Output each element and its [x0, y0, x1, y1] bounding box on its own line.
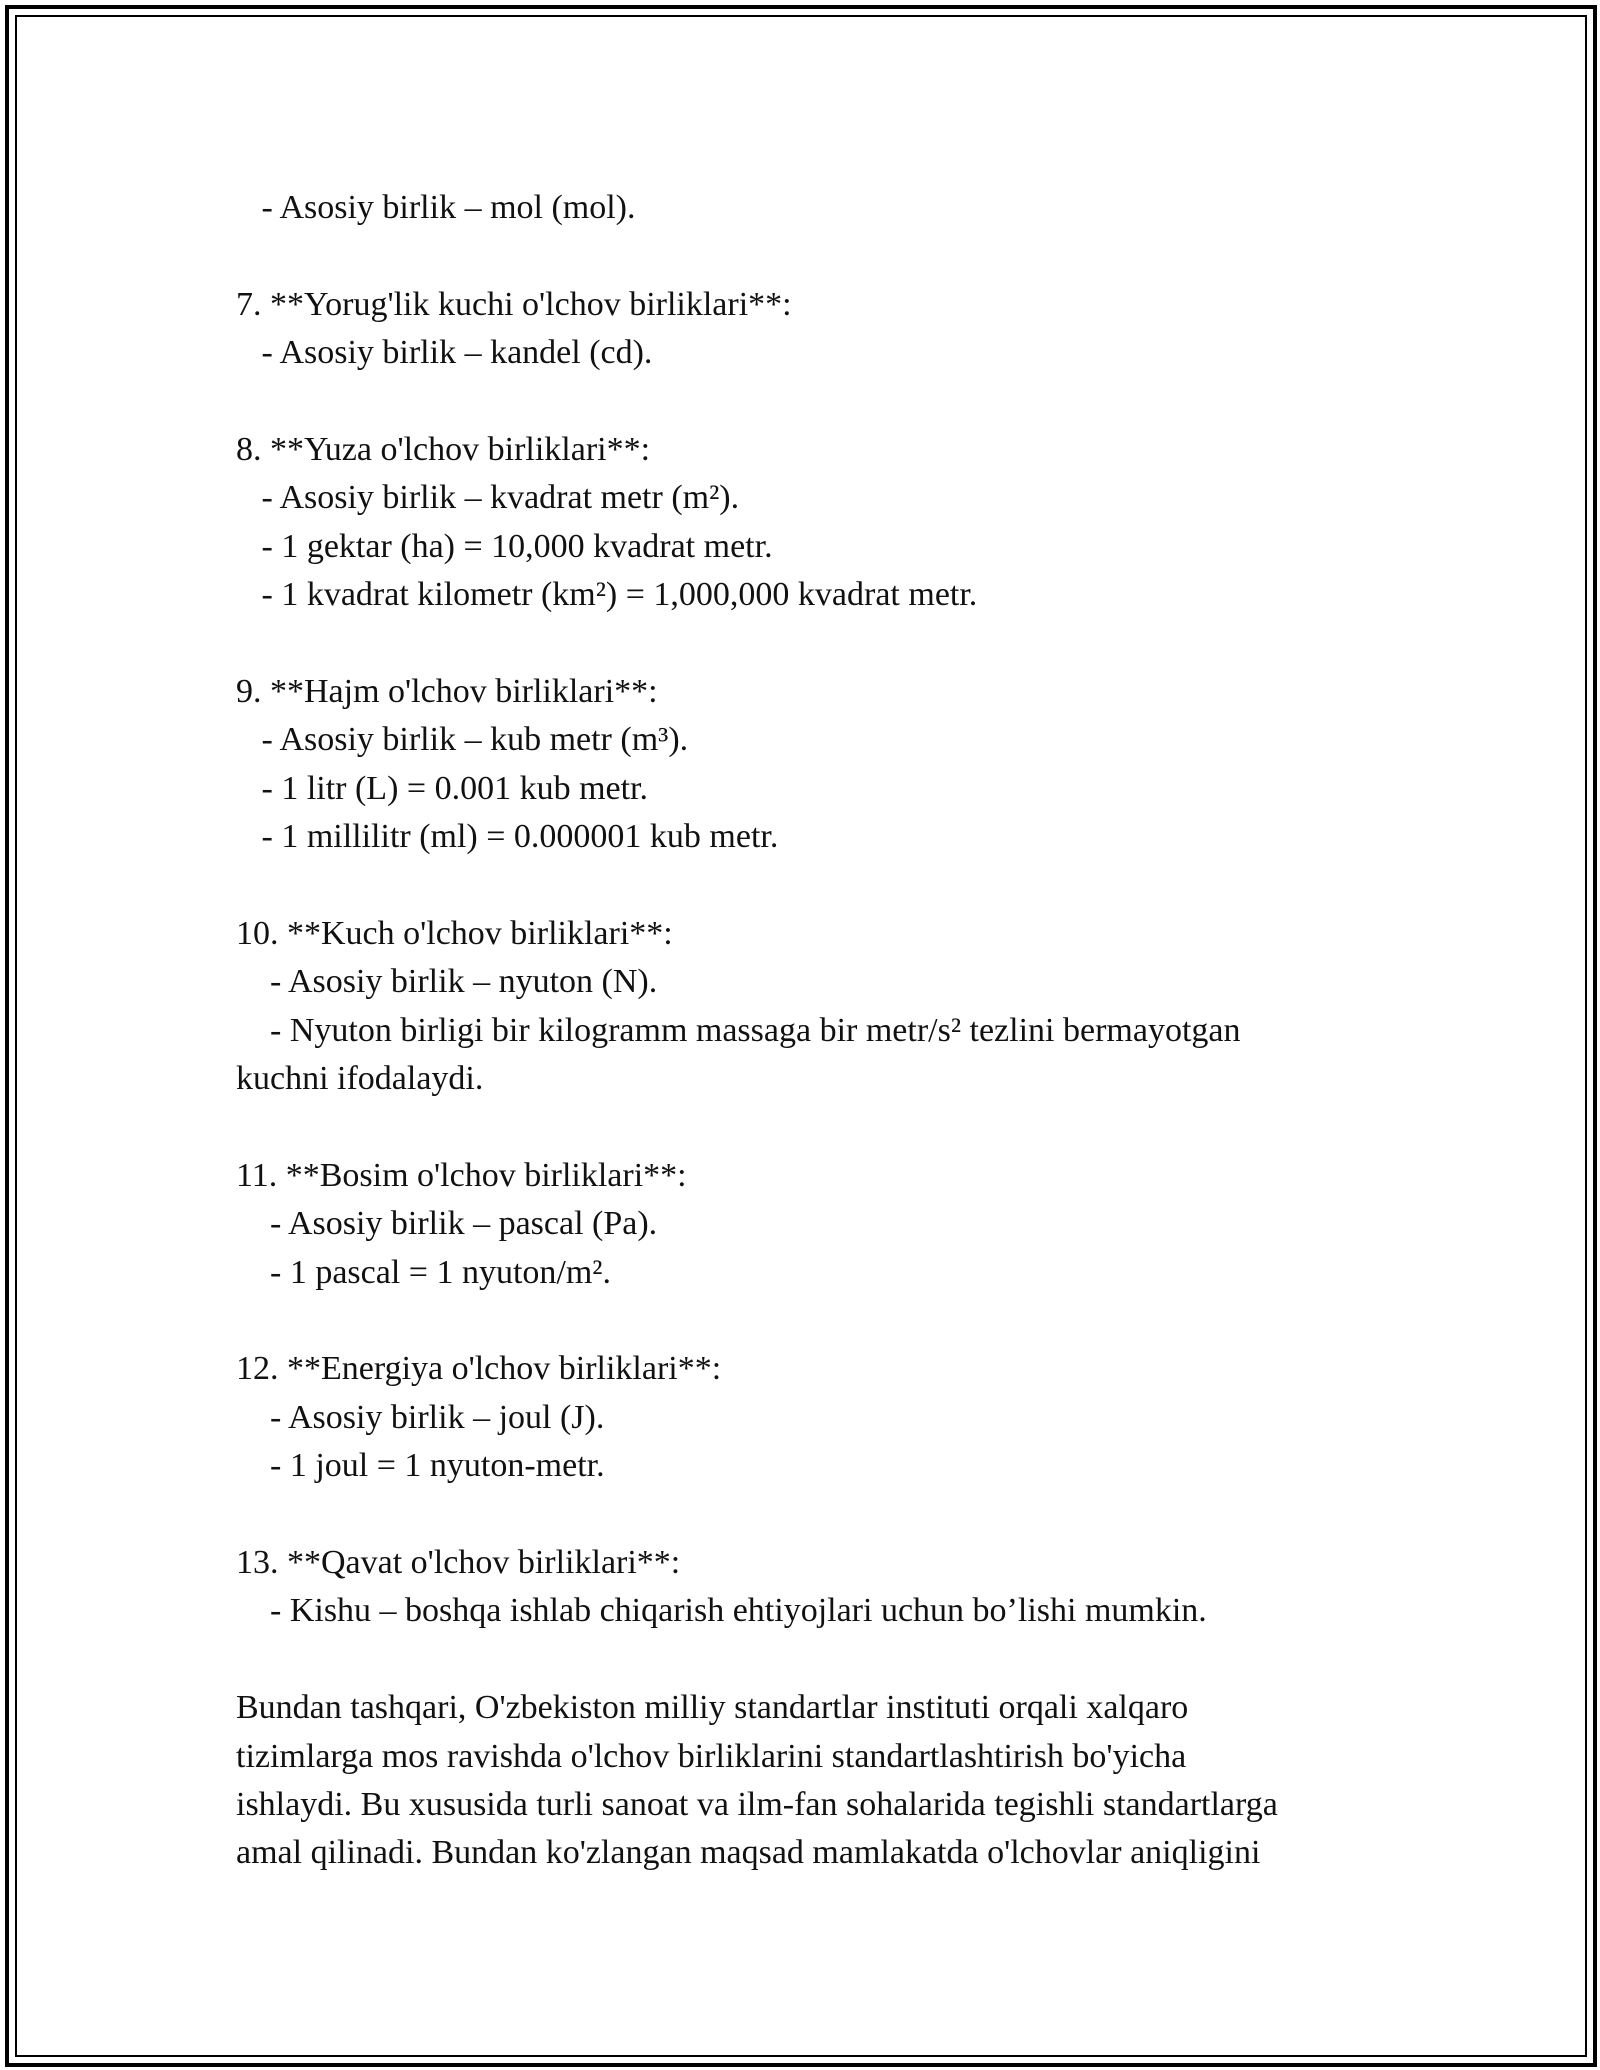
text-line: - Asosiy birlik – kandel (cd). [236, 334, 653, 372]
text-line: - Asosiy birlik – kub metr (m³). [236, 721, 689, 759]
blank-line [236, 232, 1386, 280]
text-line: - 1 millilitr (ml) = 0.000001 kub metr. [236, 818, 779, 856]
section-heading-12: 12. **Energiya o'lchov birliklari**: [236, 1350, 722, 1388]
section-heading-7: 7. **Yorug'lik kuchi o'lchov birliklari**: [236, 285, 792, 323]
text-line: - Asosiy birlik – kvadrat metr (m²). [236, 479, 740, 517]
paragraph-line: amal qilinadi. Bundan ko'zlangan maqsad mamlakatda o'lchovlar aniqligini [236, 1834, 1261, 1872]
text-line: - 1 litr (L) = 0.001 kub metr. [236, 769, 649, 807]
text-line: - Asosiy birlik – mol (mol). [236, 189, 636, 226]
blank-line [236, 1636, 1386, 1684]
text-line: kuchni ifodalaydi. [236, 1060, 484, 1098]
blank-line [236, 620, 1386, 668]
text-line: - 1 kvadrat kilometr (km²) = 1,000,000 kvadrat metr. [236, 576, 978, 614]
section-heading-9: 9. **Hajm o'lchov birliklari**: [236, 672, 658, 710]
document-body [236, 184, 1386, 1878]
text-line: - Kishu – boshqa ishlab chiqarish ehtiyojlari uchun bo’lishi mumkin. [236, 1592, 1207, 1630]
blank-line [236, 1103, 1386, 1151]
text-line: - Asosiy birlik – pascal (Pa). [236, 1205, 658, 1243]
blank-line [236, 1297, 1386, 1345]
paragraph-line: tizimlarga mos ravishda o'lchov birliklarini standartlashtirish bo'yicha [236, 1737, 1187, 1775]
section-heading-10: 10. **Kuch o'lchov birliklari**: [236, 914, 673, 952]
text-line: - Nyuton birligi bir kilogramm massaga bir metr/s² tezlini bermayotgan [236, 1011, 1241, 1049]
text-line: - 1 gektar (ha) = 10,000 kvadrat metr. [236, 527, 773, 565]
text-line: - Asosiy birlik – nyuton (N). [236, 963, 658, 1001]
blank-line [236, 1491, 1386, 1539]
text-line: - 1 joul = 1 nyuton-metr. [236, 1447, 605, 1485]
blank-line [236, 378, 1386, 426]
paragraph-line: ishlaydi. Bu xususida turli sanoat va ilm-fan sohalarida tegishli standartlarga [236, 1785, 1278, 1823]
blank-line [236, 861, 1386, 909]
text-line: - 1 pascal = 1 nyuton/m². [236, 1253, 611, 1291]
section-heading-8: 8. **Yuza o'lchov birliklari**: [236, 430, 651, 468]
paragraph-line: Bundan tashqari, O'zbekiston milliy standartlar instituti orqali xalqaro [236, 1689, 1189, 1727]
section-heading-11: 11. **Bosim o'lchov birliklari**: [236, 1156, 687, 1194]
text-line: - Asosiy birlik – joul (J). [236, 1398, 605, 1436]
section-heading-13: 13. **Qavat o'lchov birliklari**: [236, 1543, 681, 1581]
